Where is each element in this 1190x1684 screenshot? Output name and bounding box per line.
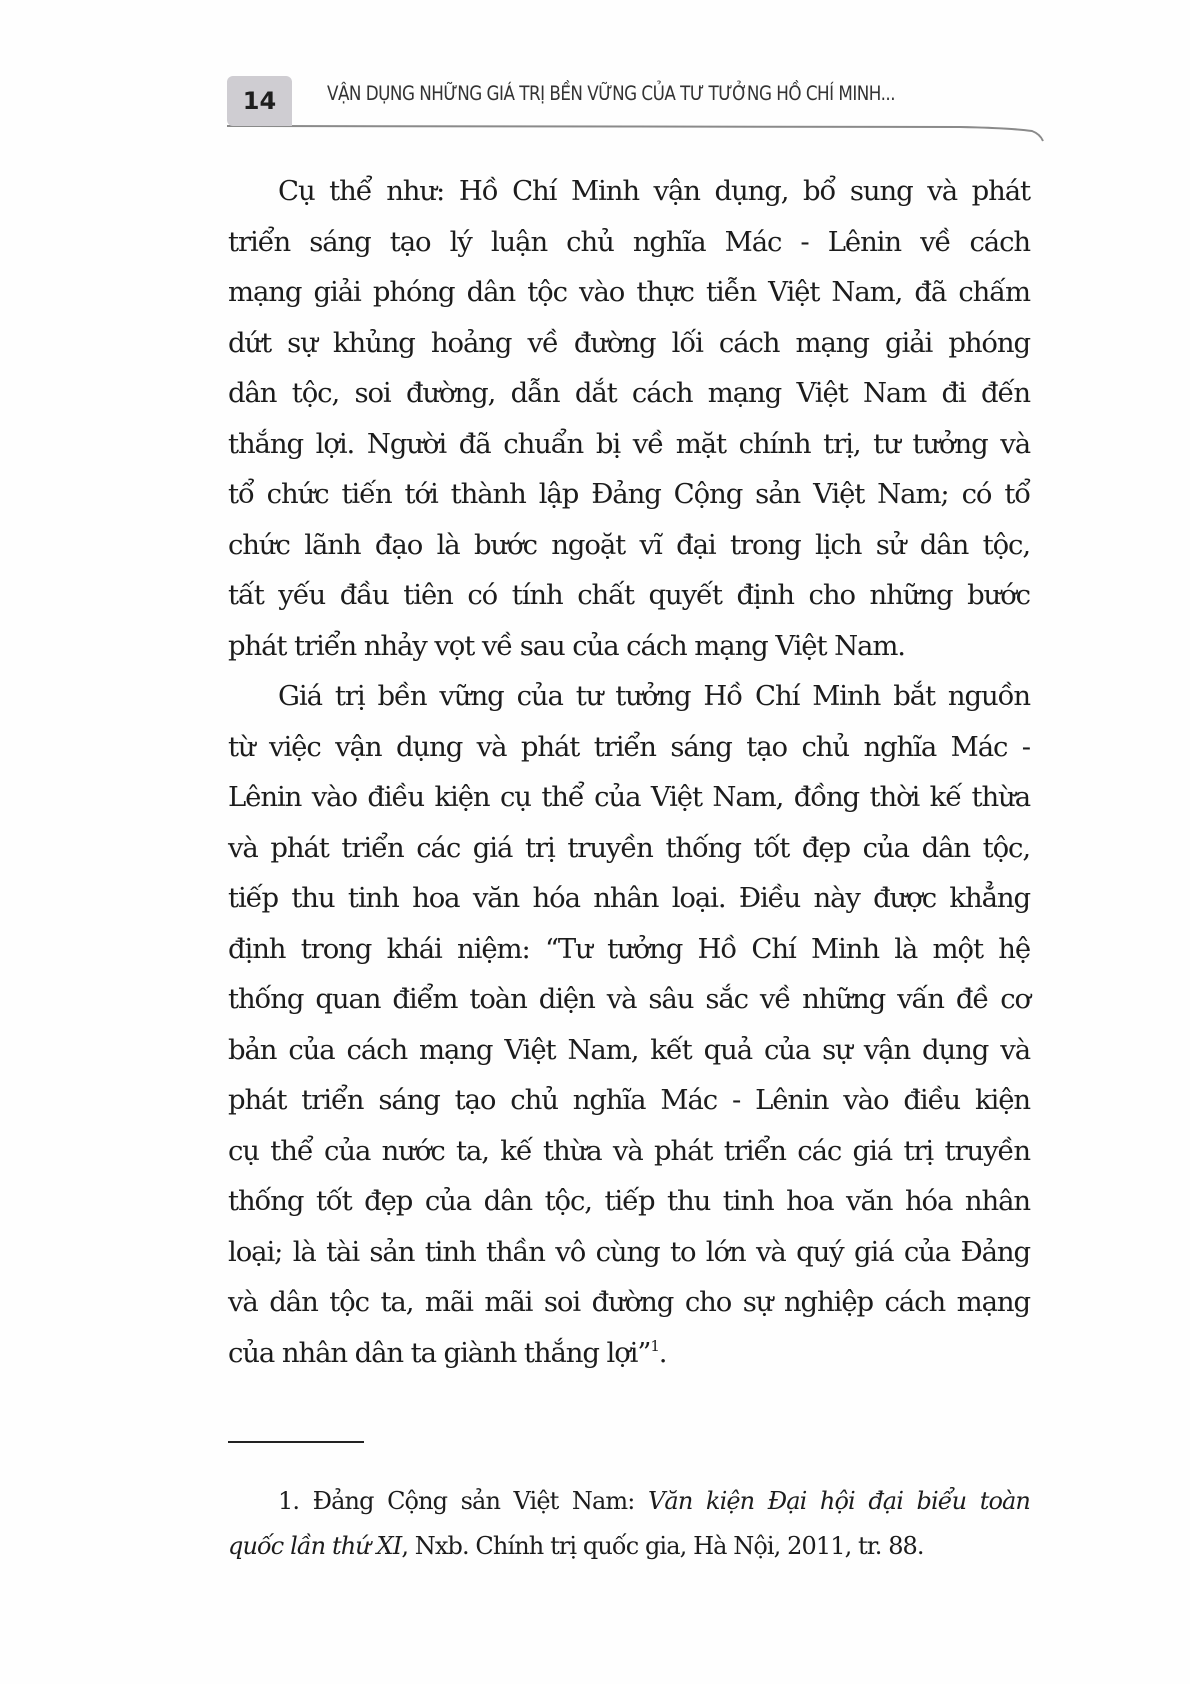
text-line: và dân tộc ta, mãi mãi soi đường cho sự nghiệp cách mạng <box>228 1286 1030 1318</box>
text-line: định trong khái niệm: “Tư tưởng Hồ Chí Minh là một hệ <box>228 932 1030 965</box>
text-line: từ việc vận dụng và phát triển sáng tạo chủ nghĩa Mác - <box>228 730 1030 763</box>
text-line: tổ chức tiến tới thành lập Đảng Cộng sản Việt Nam; có tổ <box>228 478 1030 510</box>
text-line: tất yếu đầu tiên có tính chất quyết định cho những bước <box>228 579 1030 611</box>
text-line: thắng lợi. Người đã chuẩn bị về mặt chính trị, tư tưởng và <box>228 427 1030 460</box>
footnote-separator <box>228 1441 364 1443</box>
text-line: và phát triển các giá trị truyền thống tốt đẹp của dân tộc, <box>228 831 1030 864</box>
text-line: mạng giải phóng dân tộc vào thực tiễn Việt Nam, đã chấm <box>228 276 1030 308</box>
footnote-author: 1. Đảng Cộng sản Việt Nam: <box>278 1487 648 1515</box>
footnote-line <box>228 1524 1030 1569</box>
text-line: dứt sự khủng hoảng về đường lối cách mạng giải phóng <box>228 326 1030 359</box>
text-line: của nhân dân ta giành thắng lợi” <box>228 1336 651 1369</box>
text-line: bản của cách mạng Việt Nam, kết quả của sự vận dụng và <box>228 1033 1030 1066</box>
footnote-publication: , Nxb. Chính trị quốc gia, Hà Nội, 2011, tr. 88. <box>401 1532 924 1560</box>
text-line: cụ thể của nước ta, kế thừa và phát triển các giá trị truyền <box>228 1134 1030 1167</box>
page-number: 14 <box>227 76 292 126</box>
footnote-line <box>228 1479 1030 1524</box>
text-line: triển sáng tạo lý luận chủ nghĩa Mác - Lênin về cách <box>228 225 1030 258</box>
text-line-final <box>228 1328 1030 1379</box>
text-line: Lênin vào điều kiện cụ thể của Việt Nam, đồng thời kế thừa <box>228 781 1030 813</box>
text-line: chức lãnh đạo là bước ngoặt vĩ đại trong lịch sử dân tộc, <box>228 528 1030 561</box>
text-line: Cụ thể như: Hồ Chí Minh vận dụng, bổ sung và phát <box>278 175 1030 207</box>
footnote-reference[interactable]: 1 <box>650 1336 659 1355</box>
text-line: Giá trị bền vững của tư tưởng Hồ Chí Minh bắt nguồn <box>278 680 1030 712</box>
running-title: VẬN DỤNG NHỮNG GIÁ TRỊ BỀN VỮNG CỦA TƯ TƯỞNG HỒ CHÍ MINH... <box>327 82 896 105</box>
text-line: thống quan điểm toàn diện và sâu sắc về những vấn đề cơ <box>228 983 1030 1015</box>
text-line: tiếp thu tinh hoa văn hóa nhân loại. Điều này được khẳng <box>228 882 1030 914</box>
footnote <box>228 1479 1030 1569</box>
footnote-title-cont: quốc lần thứ XI <box>228 1532 402 1560</box>
footnote-title: Văn kiện Đại hội đại biểu toàn <box>648 1487 1030 1515</box>
text-line: phát triển nhảy vọt về sau của cách mạng Việt Nam. <box>228 629 905 662</box>
header-rule <box>0 0 1190 160</box>
end-punctuation: . <box>658 1336 667 1369</box>
text-line: loại; là tài sản tinh thần vô cùng to lớn và quý giá của Đảng <box>228 1235 1030 1268</box>
text-line: thống tốt đẹp của dân tộc, tiếp thu tinh hoa văn hóa nhân <box>228 1185 1030 1217</box>
text-line: dân tộc, soi đường, dẫn dắt cách mạng Việt Nam đi đến <box>228 377 1030 409</box>
text-line: phát triển sáng tạo chủ nghĩa Mác - Lênin vào điều kiện <box>228 1084 1030 1116</box>
body-text <box>228 166 1030 1378</box>
